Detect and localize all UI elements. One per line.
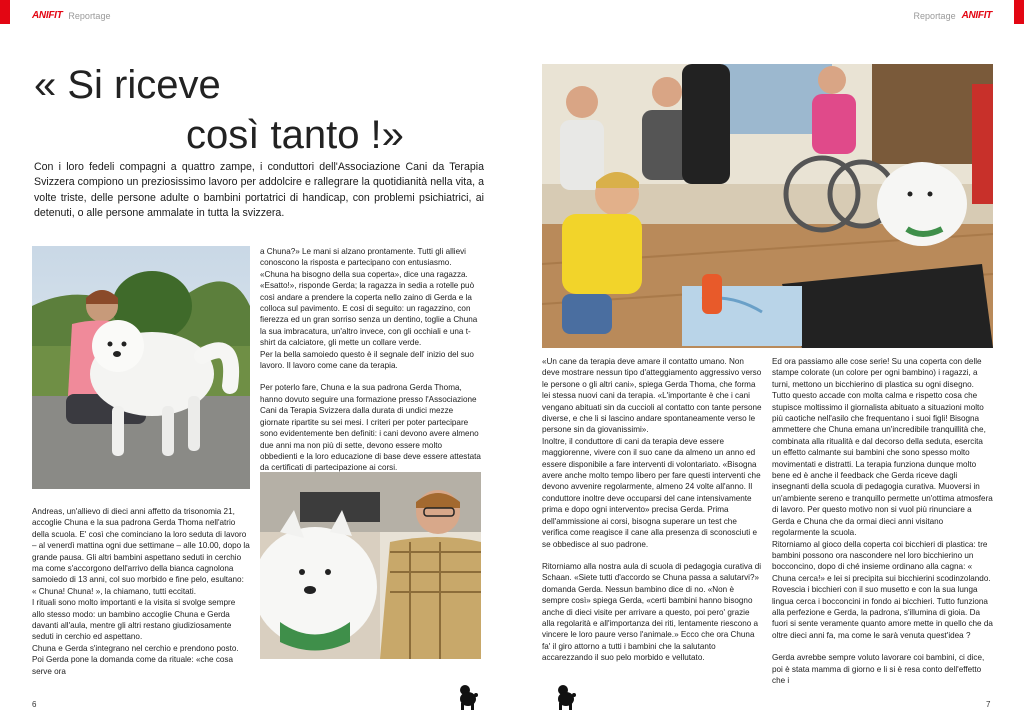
- left-header: [32, 10, 110, 21]
- article-title: [34, 60, 404, 160]
- col-c-paragraph-1: «Un cane da terapia deve amare il contatto umano. Non deve mostrare nessun tipo d'atteggiamento aggressivo verso le persone o gli altri cani», spiega Gerda Thoma, che forma lei stessa nuovi cani da terapia. «L'importante è che i cani vengano abituati sin da cuccioli al contatto con tante persone diverse, e che li si lascino andare spontaneamente verso le persone sin da giovanissimi». Inoltre, il conduttore di cani da terapia deve essere maggiorenne, vivere con il suo cane da almeno un anno ed essere disponibile a fare interventi di volontariato. «Bisogna avere anche molto tempo libero per fare questi interventi che devono avvenire regolarmente, almeno 24 volte all'anno. Il conduttore inoltre deve occuparsi del cane intensivamente prima e dopo ogni intervento» precisa Gerda. Prima dell'ammissione ai corsi, bisogna superare un test che verifica come reagisce il cane alla presenza di sconosciuti e se obbedisce al suo padrone.: [542, 357, 762, 549]
- col-b-paragraph-1: a Chuna?» Le mani si alzano prontamente. Tutti gli allievi conoscono la risposta e partecipano con entusiasmo. «Chuna ha bisogno della sua coperta», dice una ragazza. «Esatto!», risponde Gerda; la ragazza in sedia a rotelle può così andare a prendere la coperta nello zaino di Gerda e la colloca sul pavimento. E così di seguito: un ragazzino, con fierezza ed un gran sorriso senza un dentino, toglie a Chuna la sua imbracatura, un'altro invece, con gli occhiali e una t-shirt da calciatore, gli mette un collare verde. Per la bella samoiedo questo è il segnale dell' inizio del suo lavoro. Il lavoro come cane da terapia.: [260, 247, 478, 371]
- col-a-paragraph-2: I rituali sono molto importanti e la visita si svolge sempre allo stesso modo: un bambino accoglie Chuna e Gerda davanti all'aula, mentre gli altri restano giudiziosamente seduti in cerchio ed aspettano. Chuna e Gerda s'integrano nel cerchio e prendono posto. Poi Gerda pone la domanda come da rituale: «che cosa serve ora: [32, 598, 239, 676]
- title-line-1: « Si riceve: [34, 63, 221, 107]
- page-number-left: 6: [32, 700, 37, 709]
- photo-boy-with-dog-image: [260, 472, 481, 659]
- brand-logo-right: ANIFIT: [961, 10, 992, 21]
- photo-classroom: [542, 64, 993, 348]
- title-line-2: così tanto !»: [186, 113, 404, 157]
- col-d-paragraph-1: Ed ora passiamo alle cose serie! Su una coperta con delle stampe colorate (un colore per ogni bambino) i ragazzi, a turni, mettono un bicchierino di plastica su ogni disegno. Tutto questo accade con molta calma e rispetto cosa che stupisce moltissimo il giornalista abituato a situazioni molto più caotiche nell'asilo che frequentano i suoi figli! Bisogna ammettere che Chuna emana un'incredibile tranquillità che, combinata alla ritualità e dal decorso della seduta, esercita un effetto calmante sui bambini che sono spesso molto movimentati e distratti. La terapia funziona dunque molto bene ed è anche il feedback che Gerda riceve dagli insegnanti della scuola di pedagogia curativa. Muoversi in un'ambiente sereno e tranquillo permette un'ottima atmosfera di lavoro. Per questo motivo non si vuol più rinunciare a Gerda e Chuna che da ormai dieci anni visitano regolarmente la scuola. Ritorniamo al gioco della coperta coi bicchieri di plastica: tre bambini possono ora nascondere nel loro bicchierino un bocconcino, dopo di ché insieme ordinano alla cagna: « Chuna cerca!» e lei si precipita sui bicchierini scodinzolando. Rovescia i bicchieri con il suo musetto e con la sua lunga lingua cerca i bocconcini in fondo ai bicchieri. Tutto funziona alla perfezione e Gerda, la padrona, s'illumina di gioia. Da fuori si sente veramente quanto amore mette in quello che da oltre dieci anni fa, ma come le sarà venuta quest'idea ?: [772, 357, 993, 640]
- col-a-paragraph-1: Andreas, un'allievo di dieci anni affetto da trisonomia 21, accoglie Chuna e la sua padrona Gerda Thoma nell'atrio della scuola. E' così che cominciano la loro seduta di lavoro – al venerdì mattina ogni due settimane – alle 10.00, dopo la grande pausa. Gli altri bambini aspettano seduti in cerchio ma come s'accorgono dell'arrivo della bianca cagnolona samoiedo di 13 anni, col suo morbido e fine pelo, esultano: « Chuna! Chuna! », la chiamano, tutti eccitati.: [32, 507, 250, 596]
- right-red-tab: [1014, 0, 1024, 24]
- col-d-paragraph-2: Gerda avrebbe sempre voluto lavorare coi bambini, ci dice, poi è stata mamma di giorno e li si è resa conto dell'effetto che i: [772, 653, 985, 685]
- poodle-mascot-icon: [456, 684, 478, 710]
- left-red-tab: [0, 0, 10, 24]
- col-b-paragraph-2: Per poterlo fare, Chuna e la sua padrona Gerda Thoma, hanno dovuto seguire una formazione presso l'Associazione Cani da Terapia Svizzera dalla durata di undici mezze giornate ripartite su sei mesi. I criteri per poter partecipare sono evidentemente ben definiti: i cani devono avere almeno due anni ma non più di sette, devono essere molto obbedienti e la loro educazione di base deve essere attestata da certificati di partecipazione ai corsi.: [260, 383, 481, 473]
- section-label: Reportage: [68, 10, 111, 21]
- column-c: [542, 356, 762, 664]
- photo-woman-with-dog-image: [32, 246, 250, 489]
- column-d: [772, 356, 993, 686]
- column-a: [32, 506, 250, 677]
- column-b: [260, 246, 481, 474]
- brand-logo: ANIFIT: [32, 10, 63, 21]
- photo-woman-with-dog: [32, 246, 250, 489]
- col-c-paragraph-2: Ritorniamo alla nostra aula di scuola di pedagogia curativa di Schaan. «Siete tutti d'accordo se Chuna passa a salutarvi?» domanda Gerda. Nessun bambino dice di no. «Non è sempre così» spiega Gerda, «certi bambini hanno bisogno anche di dieci visite per arrivare a questo, poi pero' grazie alla regolarità e all'importanza dei riti, lentamente riescono a vincere le loro paure verso l'animale.» Ecco che ora Chuna fa' il giro attorno a tutti i bambini che la salutanto accarezzando il suo pelo morbido e vellutato.: [542, 561, 762, 663]
- intro-paragraph: Con i loro fedeli compagni a quattro zampe, i conduttori dell'Associazione Cani da Terapia Svizzera compiono un preziosissimo lavoro per addolcire e rallegrare la quotidianità nella vita, a volte triste, delle persone adulte o bambini portatrici di handicap, con problemi psichiatrici, ai detenuti, o alle persone ammalate in tutta la svizzera.: [34, 161, 484, 220]
- page-number-right: 7: [986, 700, 991, 709]
- section-label-right: Reportage: [913, 10, 956, 21]
- right-header: [914, 10, 992, 21]
- right-page: [512, 0, 1024, 724]
- photo-boy-with-dog: [260, 472, 481, 659]
- photo-classroom-image: [542, 64, 993, 348]
- poodle-mascot-icon-right: [554, 684, 576, 710]
